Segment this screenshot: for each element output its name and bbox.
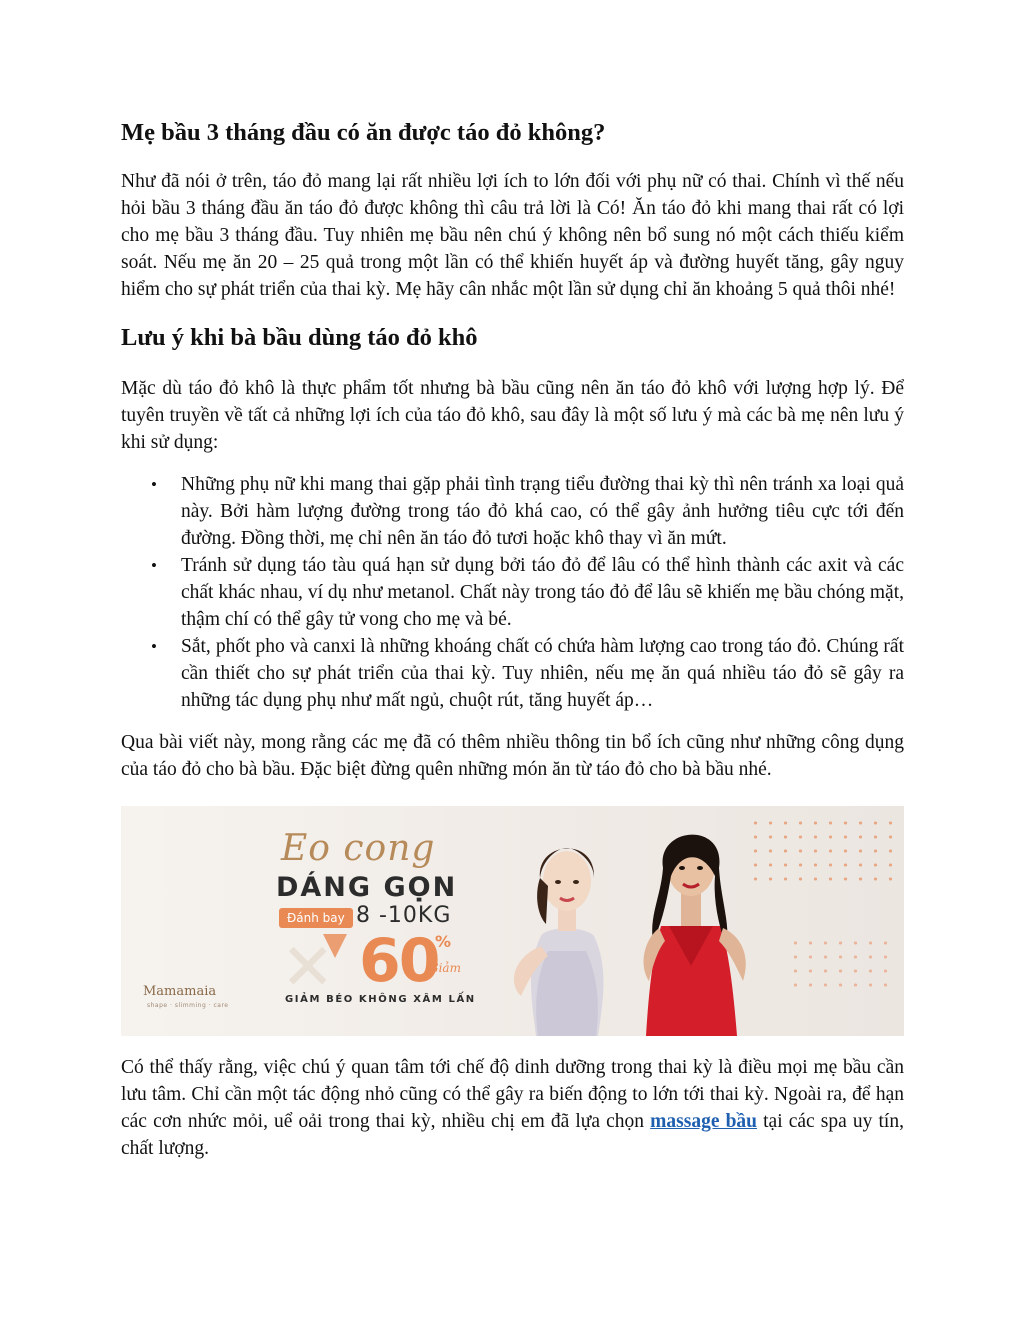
woman-red-dress-illustration: [591, 806, 771, 1036]
document-page: [121, 118, 904, 1162]
banner-dang-gon: DÁNG GỌN: [276, 872, 458, 903]
paragraph-dried-jujube-intro: Mặc dù táo đỏ khô là thực phẩm tốt nhưng bà bầu cũng nên ăn táo đỏ khô với lượng hợp lý. Để tuyên truyền về tất cả những lợi ích của táo đỏ khô, sau đây là một số lưu ý mà các bà mẹ nên lưu ý khi sử dụng:: [121, 378, 904, 453]
massage-bau-link[interactable]: massage bầu: [650, 1111, 758, 1132]
list-item-text: Những phụ nữ khi mang thai gặp phải tình trạng tiểu đường thai kỳ thì nên tránh xa loại quả này. Bởi hàm lượng đường trong táo đỏ khá cao, có thể gây ảnh hưởng tiêu cực tới đến đường. Đồng thời, mẹ chỉ nên ăn táo đỏ tươi hoặc khô thay vì ăn mứt.: [181, 474, 904, 549]
list-item-text: Tránh sử dụng táo tàu quá hạn sử dụng bởi táo đỏ để lâu có thể hình thành các axit và các chất khác nhau, ví dụ như metanol. Chất này trong táo đỏ để lâu sẽ khiến mẹ bầu chóng mặt, thậm chí có thể gây tử vong cho mẹ và bé.: [181, 555, 904, 630]
down-arrow-icon: [323, 934, 347, 958]
bullet-icon: •: [151, 556, 157, 575]
bullet-list: [121, 471, 904, 714]
banner-giam-beo: GIẢM BÉO KHÔNG XÂM LẤN: [285, 994, 476, 1005]
dot-pattern-decoration: [788, 936, 898, 996]
promo-banner-image: [121, 806, 904, 1036]
paragraph-massage-tail: tại các spa uy tín, chất lượng.: [121, 1111, 904, 1159]
list-item-text: Sắt, phốt pho và canxi là những khoáng chất có chứa hàm lượng cao trong táo đỏ. Chúng rất cần thiết cho sự phát triển của thai kỳ. Tuy nhiên, nếu mẹ ăn quá nhiều táo đỏ sẽ gây ra những tác dụng phụ như mất ngủ, chuột rút, tăng huyết áp…: [181, 636, 904, 711]
paragraph-conclusion: Qua bài viết này, mong rằng các mẹ đã có thêm nhiều thông tin bổ ích cũng như những công dụng của táo đỏ cho bà bầu. Đặc biệt đừng quên những món ăn từ táo đỏ cho bà bầu nhé.: [121, 732, 904, 780]
list-item: [121, 633, 904, 714]
banner-kg-range: 8 -10KG: [356, 903, 452, 928]
list-item: [121, 552, 904, 633]
banner-sixty: 60: [359, 926, 439, 996]
paragraph-massage-text: Có thể thấy rằng, việc chú ý quan tâm tới chế độ dinh dưỡng trong thai kỳ là điều mọi mẹ bầu cần lưu tâm. Chỉ cần một tác động nhỏ cũng có thể gây ra biến động to lớn tới thai kỳ. Ngoài ra, để hạn các cơn nhức mỏi, uể oải trong thai kỳ, nhiều chị em đã lựa chọn: [121, 1057, 904, 1132]
banner-percent: %: [435, 932, 452, 951]
banner-eo-cong: Eo cong: [281, 828, 436, 869]
list-item: [121, 471, 904, 552]
heading-dried-jujube-notes: Lưu ý khi bà bầu dùng táo đỏ khô: [121, 324, 478, 351]
bullet-icon: •: [151, 637, 157, 656]
paragraph-massage: [121, 1054, 904, 1162]
heading-first-trimester: Mẹ bầu 3 tháng đầu có ăn được táo đỏ không?: [121, 119, 606, 146]
mamamaia-logo: Mamamaia: [143, 984, 217, 999]
paragraph-first-trimester: Như đã nói ở trên, táo đỏ mang lại rất nhiều lợi ích to lớn đối với phụ nữ có thai. Chính vì thế nếu hỏi bầu 3 tháng đầu ăn táo đỏ được không thì câu trả lời là Có! Ăn táo đỏ khi mang thai rất có lợi cho mẹ bầu 3 tháng đầu. Tuy nhiên mẹ bầu nên chú ý không nên bổ sung nó một cách thiếu kiểm soát. Nếu mẹ ăn 20 – 25 quả trong một lần có thể khiến huyết áp và đường huyết tăng, gây nguy hiểm cho sự phát triển của thai kỳ. Mẹ hãy cân nhắc một lần sử dụng chỉ ăn khoảng 5 quả thôi nhé!: [121, 171, 904, 300]
banner-giam: Giảm: [429, 961, 461, 975]
banner-danh-bay-badge: Đánh bay: [279, 908, 353, 928]
cross-decoration-icon: ✕: [281, 931, 335, 1005]
mamamaia-logo-tagline: shape · slimming · care: [147, 1002, 229, 1009]
bullet-icon: •: [151, 475, 157, 494]
